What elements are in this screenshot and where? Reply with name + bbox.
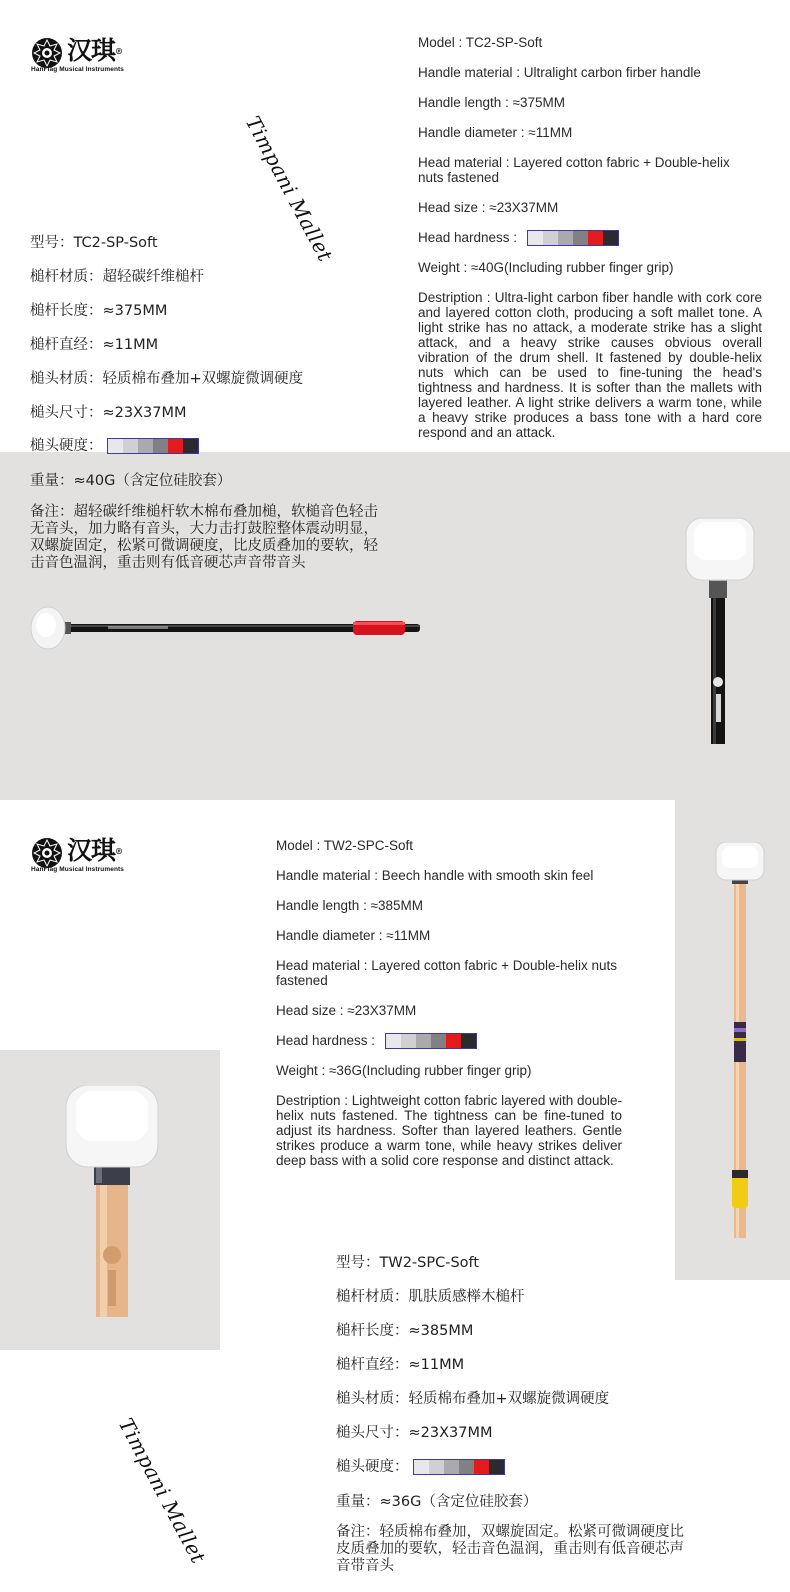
hardness-step-6 [489,1460,504,1474]
p1-cn-handle-diameter: 槌杆直经：≈11MM [30,337,159,353]
p2-en-handle-diameter: Handle diameter : ≈11MM [276,928,431,943]
p2-cn-head-hardness [336,1455,505,1476]
wood-mallet-vertical-image [712,842,768,1242]
p1-en-head-hardness [418,230,619,246]
brand-name-cn: 汉琪 [67,36,116,65]
script-label-bottom: Timpani Mallet [113,1414,211,1568]
wood-mallet-closeup-image [62,1085,162,1317]
hardness-step-6 [603,231,618,245]
hardness-step-3 [444,1460,459,1474]
p2-en-description: Destription : Lightweight cotton fabric layered with double-helix nuts fastened. The tightness can be fine-tuned to adjust its hardness. Softer than layered leathers. Gentle strikes produce a warm tone, while heavy strikes deliver deep bass with a solid core response and distinct attack. [276,1093,622,1168]
hardness-step-3 [558,231,573,245]
p1-en-head-size: Head size : ≈23X37MM [418,200,559,215]
script-label-top: Timpani Mallet [240,112,338,266]
p2-cn-weight: 重量：≈36G（含定位硅胶套） [336,1494,538,1510]
p2-en-head-hardness-label: Head hardness : [276,1033,376,1048]
hardness-step-5 [588,231,603,245]
hardness-scale [527,230,619,246]
hardness-step-3 [416,1034,431,1048]
hardness-step-1 [108,439,123,453]
p2-cn-head-size: 槌头尺寸：≈23X37MM [336,1425,493,1441]
registered-mark: ® [115,846,123,856]
brand-name-en: HanFlag Musical Instruments [31,866,124,873]
hardness-step-5 [474,1460,489,1474]
p2-cn-model: 型号：TW2-SPC-Soft [336,1255,480,1271]
p1-en-head-hardness-label: Head hardness : [418,230,518,245]
hardness-step-4 [153,439,168,453]
hardness-step-2 [123,439,138,453]
hardness-step-1 [386,1034,401,1048]
p1-en-head-material: Head material : Layered cotton fabric + Double-helix nuts fastened [418,155,730,185]
brand-name-cn: 汉琪 [67,836,116,865]
p2-en-handle-material: Handle material : Beech handle with smooth skin feel [276,868,594,883]
p1-en-handle-diameter: Handle diameter : ≈11MM [418,125,573,140]
p1-en-handle-material: Handle material : Ultralight carbon firber handle [418,65,701,80]
p2-en-head-material: Head material : Layered cotton fabric + Double-helix nuts fastened [276,958,618,988]
p1-cn-head-hardness-label: 槌头硬度： [30,438,103,454]
hardness-step-5 [168,439,183,453]
hardness-step-3 [138,439,153,453]
p1-en-handle-length: Handle length : ≈375MM [418,95,565,110]
hardness-scale [107,438,199,454]
p1-cn-note: 备注：超轻碳纤维槌杆软木棉布叠加槌，软槌音色轻击无音头，加力略有音头，大力击打鼓腔整体震动明显，双螺旋固定，松紧可微调硬度，比皮质叠加的要软，轻击音色温润，重击则有低音硬芯声音带音头 [30,504,378,571]
hardness-step-2 [401,1034,416,1048]
p1-cn-handle-length: 槌杆长度：≈375MM [30,303,168,319]
p2-en-model: Model : TW2-SPC-Soft [276,838,414,853]
p1-en-model: Model : TC2-SP-Soft [418,35,543,50]
hardness-step-6 [461,1034,476,1048]
p2-en-head-size: Head size : ≈23X37MM [276,1003,417,1018]
hardness-step-4 [431,1034,446,1048]
hardness-step-4 [459,1460,474,1474]
brand-name-en: HanFlag Musical Instruments [31,66,124,73]
p2-en-handle-length: Handle length : ≈385MM [276,898,423,913]
brand-emblem-icon [30,36,64,70]
hardness-step-5 [446,1034,461,1048]
carbon-mallet-horizontal-image [28,605,423,651]
hardness-step-2 [429,1460,444,1474]
hardness-step-2 [543,231,558,245]
p1-cn-head-material: 槌头材质：轻质棉布叠加+双螺旋微调硬度 [30,371,304,387]
p2-cn-handle-diameter: 槌杆直经：≈11MM [336,1357,465,1373]
hardness-step-1 [414,1460,429,1474]
p1-cn-model: 型号：TC2-SP-Soft [30,235,158,251]
p1-cn-head-hardness [30,434,199,455]
p2-cn-handle-length: 槌杆长度：≈385MM [336,1323,474,1339]
brand-logo [30,836,124,873]
brand-logo [30,36,124,73]
p2-en-weight: Weight : ≈36G(Including rubber finger grip) [276,1063,532,1078]
registered-mark: ® [115,46,123,56]
hardness-step-4 [573,231,588,245]
p2-cn-handle-material: 槌杆材质：肌肤质感榉木槌杆 [336,1289,525,1305]
hardness-scale [385,1033,477,1049]
p1-cn-head-size: 槌头尺寸：≈23X37MM [30,405,187,421]
p1-cn-handle-material: 槌杆材质：超轻碳纤维槌杆 [30,269,204,285]
hardness-step-1 [528,231,543,245]
hardness-step-6 [183,439,198,453]
hardness-scale [413,1459,505,1475]
p2-cn-head-material: 槌头材质：轻质棉布叠加+双螺旋微调硬度 [336,1391,610,1407]
p1-en-weight: Weight : ≈40G(Including rubber finger grip) [418,260,674,275]
brand-emblem-icon [30,836,64,870]
p1-en-description: Destription : Ultra-light carbon fiber handle with cork core and layered cotton cloth, producing a soft mallet tone. A light strike has no attack, a moderate strike has a slight attack, and a heavy strike causes obvious overall vibration of the drum shell. It fastened by double-helix nuts which can be used to fine-tuning the head's tightness and hardness. It is softer than the mallets with layered leather. A light strike delivers a warm tone, while a heavy strike produces a bass tone with a hard core respond and an attack. [418,290,762,440]
p2-cn-head-hardness-label: 槌头硬度： [336,1459,409,1475]
p2-en-head-hardness [276,1033,477,1049]
p1-cn-weight: 重量：≈40G（含定位硅胶套） [30,473,232,489]
p2-cn-note: 备注：轻质棉布叠加，双螺旋固定。松紧可微调硬度比皮质叠加的要软，轻击音色温润，重击则有低音硬芯声音带音头 [336,1524,684,1574]
carbon-mallet-vertical-image [680,512,760,744]
